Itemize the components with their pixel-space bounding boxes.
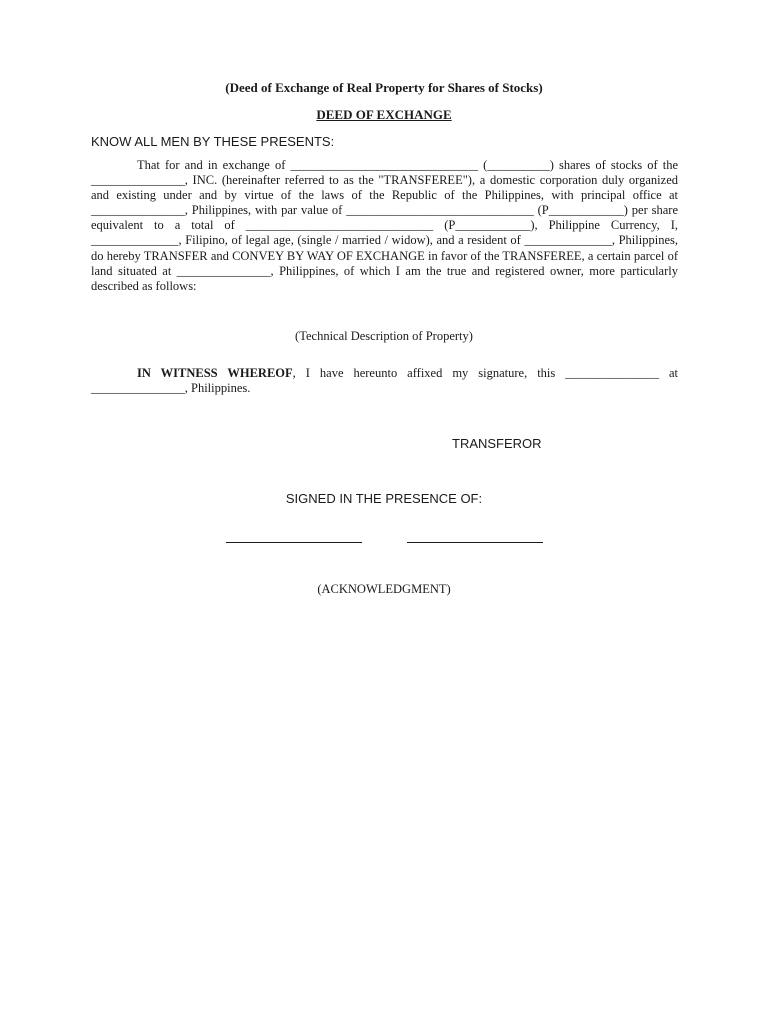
technical-description-placeholder: (Technical Description of Property): [295, 329, 473, 343]
witness-signature-line-right: [407, 542, 543, 543]
transferor-label: TRANSFEROR: [452, 436, 542, 451]
body-first-line: That for and in exchange of ______________________________ (__________) shares of: [137, 158, 606, 172]
acknowledgment-label: (ACKNOWLEDGMENT): [317, 582, 451, 596]
exchange-body-paragraph: [91, 158, 678, 294]
body-remaining-text: stocks of the _______________, INC. (hereinafter referred to as the "TRANSFEREE"), a domestic corporation duly organized and existing under and by virtue of the laws of the Republic of the Philippines, with principal office at _______________, Philippines, with par value of ______________________________ (P____________) per share equivalent to a total of ______________________________ (P____________), Philippine Currency, I, ______________, Filipino, of legal age, (single / married / widow), and a resident of ______________, Philippines, do hereby TRANSFER and CONVEY BY WAY OF EXCHANGE in favor of the TRANSFEREE, a certain parcel of land situated at _______________, Philippines, of which I am the true and registered owner, more particularly described as follows:: [91, 158, 678, 293]
witness-bold-phrase: IN WITNESS WHEREOF: [137, 366, 293, 380]
witness-signature-line-left: [226, 542, 362, 543]
witness-paragraph: [91, 366, 678, 396]
document-caption: (Deed of Exchange of Real Property for Shares of Stocks): [225, 80, 543, 95]
intro-line: KNOW ALL MEN BY THESE PRESENTS:: [91, 134, 335, 149]
document-title: DEED OF EXCHANGE: [316, 107, 452, 122]
witness-rest-text: , I have hereunto affixed my signature, this _______________ at _______________, Philippines.: [91, 366, 678, 396]
signed-presence-label: SIGNED IN THE PRESENCE OF:: [285, 491, 483, 506]
